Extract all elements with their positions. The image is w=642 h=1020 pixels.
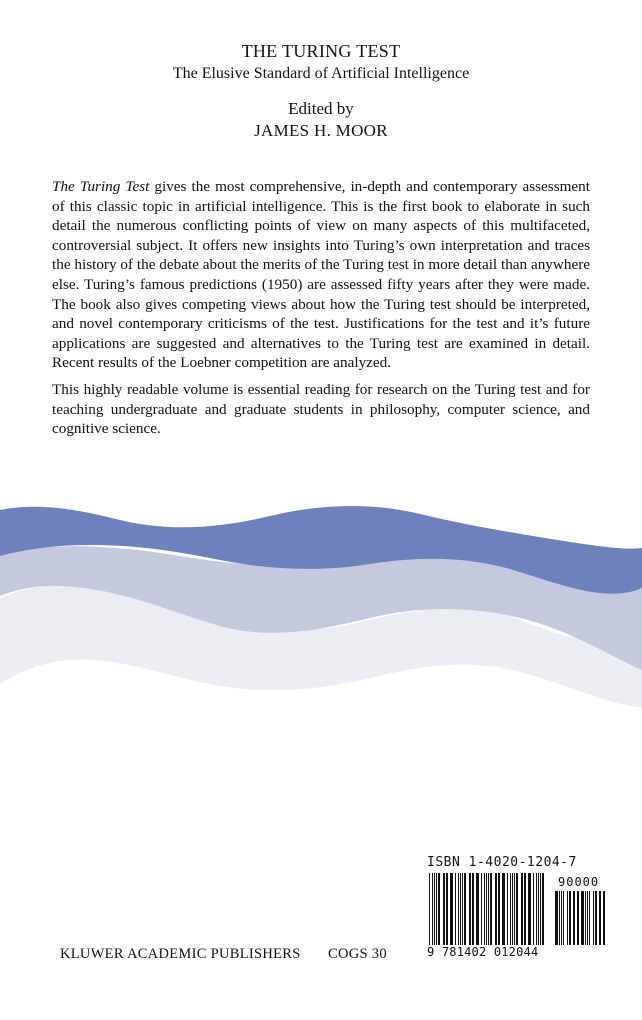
barcode-bar (595, 891, 597, 945)
barcode-bar (472, 873, 474, 945)
barcode-bar (498, 873, 500, 945)
description-lead-title: The Turing Test (52, 178, 150, 195)
description-text-1: gives the most comprehensive, in-depth and contemporary assessment of this classic topic in artificial intelligence. This is the first book to elaborate in such detail the numerous conflicting points of view on many aspects of this multifaceted, controversial subject. It offers new insights into Turing’s own interpretation and traces the history of the debate about the merits of the Turing test in more detail than anywhere else. Turing’s famous predictions (1950) are assessed fifty years after they were made. The book also gives competing views about how the Turing test should be interpreted, and novel contemporary criticisms of the test. Justifications for the test and it’s future applications are suggested and alternatives to the Turing test are examined in detail. Recent results of the Loebner competition are analyzed. (52, 178, 590, 372)
barcode-bar (469, 873, 471, 945)
barcode-addon-bars (555, 891, 605, 945)
barcode-bar (434, 873, 435, 945)
barcode-bar (569, 891, 571, 945)
editor-name: JAMES H. MOOR (254, 121, 388, 140)
barcode-bar (495, 873, 497, 945)
barcode-bar (484, 873, 485, 945)
barcode-bar (502, 873, 505, 945)
isbn-number: ISBN 1-4020-1204-7 (427, 855, 577, 870)
book-title: THE TURING TEST (241, 41, 401, 61)
barcode-bar (446, 873, 448, 945)
barcode-bar (533, 873, 534, 945)
barcode-bar (542, 873, 544, 945)
barcode-bar (455, 873, 456, 945)
ean-number: 9 781402 012044 (427, 945, 539, 959)
barcode-bar (577, 891, 579, 945)
barcode-bar (561, 891, 562, 945)
barcode-bar (536, 873, 537, 945)
edited-by-label: Edited by (288, 99, 354, 118)
barcode-bar (599, 891, 601, 945)
publisher-name: KLUWER ACADEMIC PUBLISHERS (60, 946, 301, 962)
barcode-bar (524, 873, 526, 945)
barcode-bar (464, 873, 466, 945)
barcode-bar (581, 891, 584, 945)
barcode-bar (603, 891, 605, 945)
barcode-bar (510, 873, 511, 945)
title-block (0, 40, 642, 142)
barcode-bar (573, 891, 575, 945)
barcode-bar (490, 873, 492, 945)
wave-decoration (0, 480, 642, 720)
barcode-bar (438, 873, 440, 945)
barcode-bar (429, 873, 430, 945)
barcode-bar (567, 891, 568, 945)
barcode-bar (589, 891, 590, 945)
series-label: COGS 30 (328, 946, 387, 962)
description-paragraph-1 (52, 177, 590, 373)
barcode-bar (528, 873, 531, 945)
barcode-bar (555, 891, 558, 945)
barcode-bar (563, 891, 564, 945)
barcode-bar (462, 873, 463, 945)
barcode-bar (585, 891, 586, 945)
description-paragraph-2: This highly readable volume is essential reading for research on the Turing test and for teaching undergraduate and graduate students in philosophy, computer science, and cognitive science. (52, 381, 590, 438)
barcode-bar (538, 873, 539, 945)
barcode-bar (540, 873, 541, 945)
barcode-bar (476, 873, 479, 945)
barcode-bar (587, 891, 588, 945)
barcode-bar (593, 891, 594, 945)
barcode-bar (521, 873, 523, 945)
barcode-bar (436, 873, 437, 945)
isbn-barcode (423, 853, 609, 965)
barcode-bar (486, 873, 487, 945)
price-addon-code: 90000 (558, 875, 600, 889)
barcode-bar (481, 873, 482, 945)
book-subtitle: The Elusive Standard of Artificial Intelligence (172, 65, 470, 82)
barcode-bar (443, 873, 445, 945)
barcode-main-bars (429, 873, 544, 945)
barcode-bar (559, 891, 560, 945)
barcode-bar (450, 873, 453, 945)
barcode-bar (432, 873, 433, 945)
barcode-bar (516, 873, 518, 945)
barcode-bar (458, 873, 459, 945)
barcode-bar (512, 873, 513, 945)
barcode-bar (514, 873, 515, 945)
barcode-bar (507, 873, 508, 945)
barcode-bar (460, 873, 461, 945)
barcode-bar (488, 873, 489, 945)
